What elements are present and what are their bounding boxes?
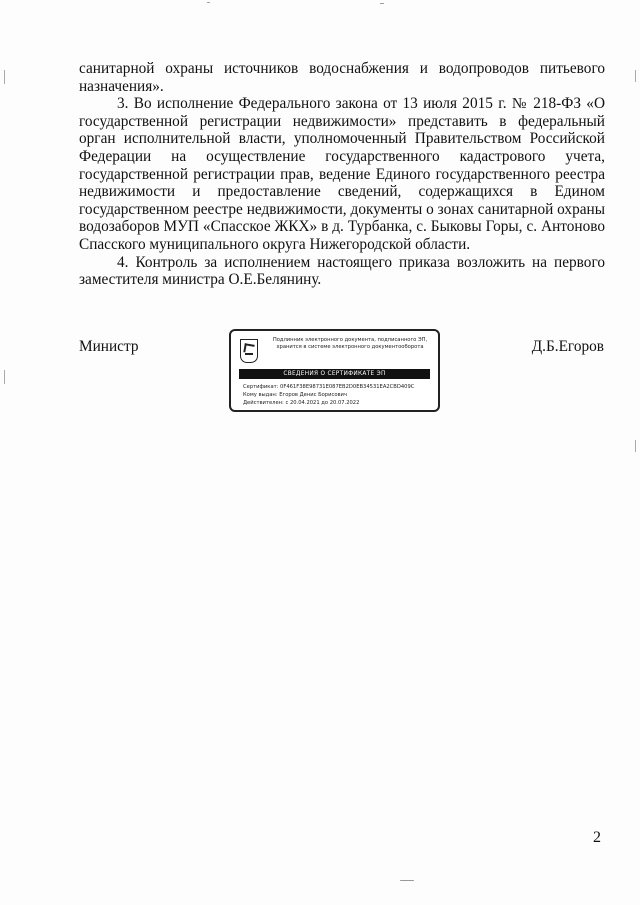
scan-artifact xyxy=(207,2,210,3)
valid-value: с 20.04.2021 до 20.07.2022 xyxy=(285,400,360,406)
scan-artifact xyxy=(635,70,636,82)
paragraph-3: 3. Во исполнение Федерального закона от 13 июля 2015 г. № 218-ФЗ «О государственной регистрации недвижимости» представить в федеральный орган исполнительной власти, уполномоченный Правительством Российской Федерации на осуществление государственного кадастрового учета, государственной регистрации прав, ведение Единого государственного реестра недвижимости и предоставление сведений, содержащихся в Едином государственном реестре недвижимости, документы о зонах санитарной охраны водозаборов МУП «Спасское ЖКХ» в д. Турбанка, с. Быковы Горы, с. Антоново Спасского муниципального округа Нижегородской области. xyxy=(79,95,605,253)
scan-artifact xyxy=(4,70,5,84)
scan-artifact xyxy=(4,370,5,384)
coat-of-arms-icon xyxy=(240,339,258,363)
scan-artifact xyxy=(635,440,636,452)
stamp-title: СВЕДЕНИЯ О СЕРТИФИКАТЕ ЭП xyxy=(239,369,430,379)
stamp-details xyxy=(243,383,438,407)
scan-artifact xyxy=(400,880,414,881)
electronic-signature-stamp xyxy=(229,329,440,412)
issued-to-row xyxy=(243,391,438,399)
document-body xyxy=(79,60,605,289)
certificate-label: Сертификат: xyxy=(243,384,279,390)
valid-label: Действителен: xyxy=(243,400,284,406)
signatory-name: Д.Б.Егоров xyxy=(531,338,604,355)
scan-artifact xyxy=(380,3,384,4)
paragraph-4: 4. Контроль за исполнением настоящего приказа возложить на первого заместителя министра О.Е.Белянину. xyxy=(79,253,605,289)
validity-row xyxy=(243,399,438,407)
issued-to-label: Кому выдан: xyxy=(243,392,278,398)
stamp-header: Подлинник электронного документа, подписанного ЭП, хранится в системе электронного документооборота xyxy=(272,337,428,350)
issued-to-value: Егоров Денис Борисович xyxy=(279,392,347,398)
certificate-value: 0F461F38E98731E087EB2D0EB34531EA2CBD409C xyxy=(280,384,415,390)
certificate-row xyxy=(243,383,438,391)
paragraph-continuation: санитарной охраны источников водоснабжения и водопроводов питьевого назначения». xyxy=(79,60,605,95)
page-number: 2 xyxy=(593,829,601,846)
signatory-role: Министр xyxy=(79,338,139,355)
